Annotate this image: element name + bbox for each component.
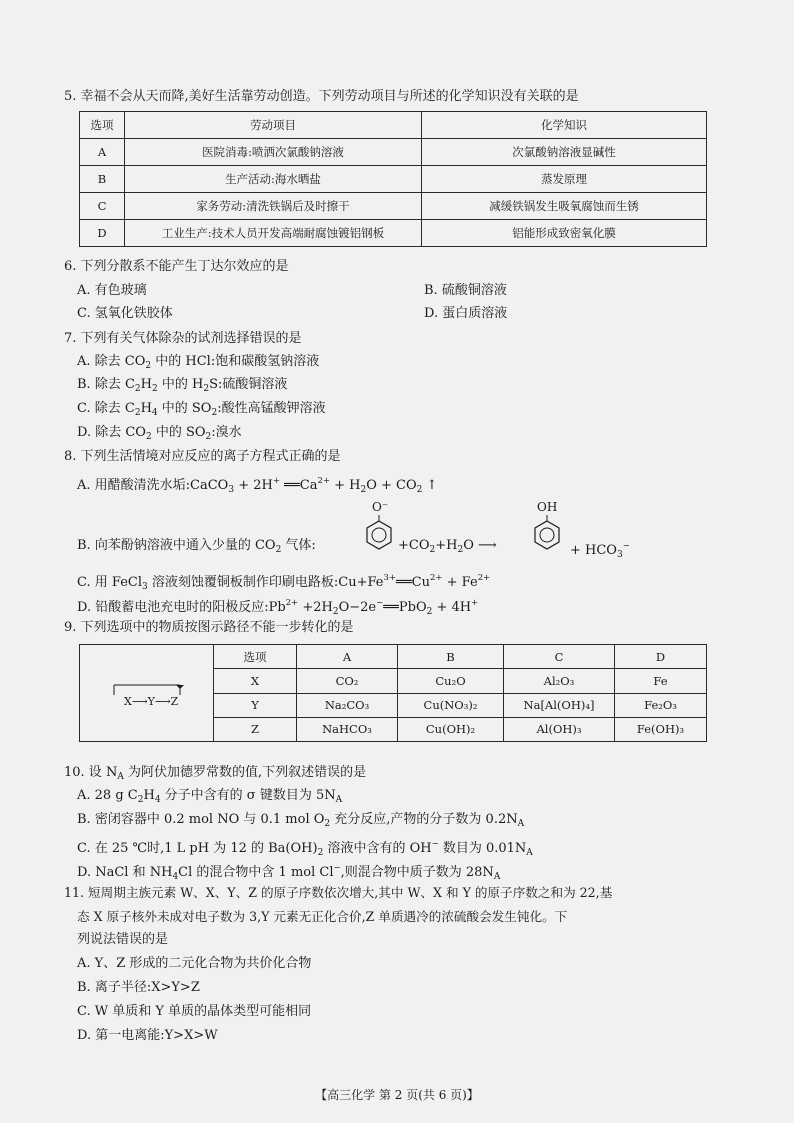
q8-option-d: D. 铅酸蓄电池充电时的阳极反应$:Pb^{2+}$ $+2H_2O-2e^-══PbO_2 + 4H^+$ bbox=[77, 598, 479, 617]
phenoxide-o-label: O⁻ bbox=[372, 500, 389, 514]
table-cell: Al₂O₃ bbox=[504, 669, 615, 693]
q6-option-d: D. 蛋白质溶液 bbox=[424, 306, 508, 321]
page-footer: 【高三化学 第 2 页(共 6 页)】 bbox=[315, 1088, 479, 1102]
table-cell: Al(OH)₃ bbox=[504, 717, 615, 741]
table-cell: 医院消毒:喷洒次氯酸钠溶液 bbox=[125, 139, 422, 166]
table-header-a: A bbox=[297, 645, 398, 669]
table-cell: A bbox=[80, 139, 125, 166]
table-header-option: 选项 bbox=[80, 112, 125, 139]
table-row bbox=[80, 220, 707, 247]
q5-table bbox=[79, 111, 707, 247]
q7-option-c: C. 除去 $C_2H_4$ 中的 $SO_2$:酸性高锰酸钾溶液 bbox=[77, 401, 326, 418]
table-cell: D bbox=[80, 220, 125, 247]
q11-option-a: A. Y、Z 形成的二元化合物为共价化合物 bbox=[77, 956, 312, 971]
q10-option-c: C. 在 25 ℃时,1 L pH 为 12 的 $Ba(OH)_2$ 溶液中含有的 OH− 数目为 $0.01N_A$ bbox=[77, 839, 533, 858]
table-row bbox=[80, 112, 707, 139]
q7-option-a: A. 除去 $CO_2$ 中的 HCl:饱和碳酸氢钠溶液 bbox=[77, 354, 320, 371]
q7-option-d: D. 除去 $CO_2$ 中的 $SO_2$:溴水 bbox=[77, 425, 242, 442]
table-cell: Na₂CO₃ bbox=[297, 693, 398, 717]
table-cell: Na[Al(OH)₄] bbox=[504, 693, 615, 717]
table-cell: 减缓铁锅发生吸氧腐蚀而生锈 bbox=[422, 193, 707, 220]
table-cell: 生产活动:海水晒盐 bbox=[125, 166, 422, 193]
q8-option-a: A. 用醋酸清洗水垢:CaCO$_3$ + 2H+ $══Ca^{2+} + H_2O + CO_2$ ↑ bbox=[77, 476, 438, 495]
q8-option-b-end: + $HCO_3^-$ bbox=[570, 541, 630, 560]
table-header-d: D bbox=[615, 645, 707, 669]
table-cell: Fe₂O₃ bbox=[615, 693, 707, 717]
q8-option-c: C. 用 FeCl$_3$ 溶液刻蚀覆铜板制作印刷电路板$:Cu+Fe^{3+}══Cu^{2+} + Fe^{2+}$ bbox=[77, 573, 491, 592]
q6-option-a: A. 有色玻璃 bbox=[77, 283, 147, 298]
table-cell: Y bbox=[214, 693, 297, 717]
table-cell: 工业生产:技术人员开发高端耐腐蚀镀铝钢板 bbox=[125, 220, 422, 247]
table-header-b: B bbox=[398, 645, 504, 669]
q11-option-d: D. 第一电离能:Y>X>W bbox=[77, 1028, 218, 1043]
table-cell: 蒸发原理 bbox=[422, 166, 707, 193]
table-cell: Z bbox=[214, 717, 297, 741]
table-cell: X bbox=[214, 669, 297, 693]
table-header-labor: 劳动项目 bbox=[125, 112, 422, 139]
conversion-diagram-cell bbox=[80, 645, 214, 742]
q11-option-b: B. 离子半径:X>Y>Z bbox=[77, 980, 200, 995]
q8-option-b-middle: $+CO_2+H_2O$ ⟶ bbox=[398, 538, 497, 555]
q5-stem: 5. 幸福不会从天而降,美好生活靠劳动创造。下列劳动项目与所述的化学知识没有关联的是 bbox=[64, 89, 579, 104]
phenol-oh-label: OH bbox=[537, 500, 558, 514]
q8-option-b-lead: B. 向苯酚钠溶液中通入少量的 $CO_2$ 气体: bbox=[77, 538, 316, 555]
phenol-ring-icon bbox=[532, 515, 562, 553]
q10-stem: 10. 设 $N_A$ 为阿伏加德罗常数的值,下列叙述错误的是 bbox=[64, 765, 367, 782]
q10-option-a: A. 28 g $C_2H_4$ 分子中含有的 σ 键数目为 $5N_A$ bbox=[77, 788, 343, 805]
q9-stem: 9. 下列选项中的物质按图示路径不能一步转化的是 bbox=[64, 620, 354, 635]
q7-option-b: B. 除去 $C_2H_2$ 中的 $H_2S$:硫酸铜溶液 bbox=[77, 377, 288, 394]
table-row bbox=[80, 193, 707, 220]
q11-stem-line-1: 11. 短周期主族元素 W、X、Y、Z 的原子序数依次增大,其中 W、X 和 Y 的原子序数之和为 22,基 bbox=[64, 885, 613, 900]
q9-table bbox=[79, 644, 707, 742]
table-cell: CO₂ bbox=[297, 669, 398, 693]
table-row bbox=[80, 166, 707, 193]
phenoxide-ring-icon bbox=[364, 515, 394, 553]
q6-option-b: B. 硫酸铜溶液 bbox=[424, 283, 507, 298]
q11-option-c: C. W 单质和 Y 单质的晶体类型可能相同 bbox=[77, 1004, 312, 1019]
table-cell: NaHCO₃ bbox=[297, 717, 398, 741]
q7-stem: 7. 下列有关气体除杂的试剂选择错误的是 bbox=[64, 331, 302, 346]
conversion-arrow-icon bbox=[80, 645, 210, 741]
table-cell: Fe bbox=[615, 669, 707, 693]
q6-stem: 6. 下列分散系不能产生丁达尔效应的是 bbox=[64, 259, 289, 274]
table-cell: Cu(OH)₂ bbox=[398, 717, 504, 741]
q10-option-b: B. 密闭容器中 0.2 mol NO 与 0.1 mol $O_2$ 充分反应,产物的分子数为 $0.2N_A$ bbox=[77, 812, 525, 829]
table-cell: 次氯酸钠溶液显碱性 bbox=[422, 139, 707, 166]
table-header-knowledge: 化学知识 bbox=[422, 112, 707, 139]
table-cell: Cu₂O bbox=[398, 669, 504, 693]
q8-stem: 8. 下列生活情境对应反应的离子方程式正确的是 bbox=[64, 449, 341, 464]
table-row bbox=[80, 645, 707, 669]
table-cell: 铝能形成致密氧化膜 bbox=[422, 220, 707, 247]
q11-stem-line-2: 态 X 原子核外未成对电子数为 3,Y 元素无正化合价,Z 单质遇冷的浓硫酸会发生钝化。下 bbox=[77, 909, 568, 924]
table-cell: C bbox=[80, 193, 125, 220]
q10-option-d: D. NaCl 和 $NH_4Cl$ 的混合物中含 1 mol Cl−,则混合物中质子数为 $28N_A$ bbox=[77, 863, 501, 882]
table-cell: 家务劳动:清洗铁锅后及时擦干 bbox=[125, 193, 422, 220]
q11-stem-line-3: 列说法错误的是 bbox=[77, 932, 169, 947]
table-header-option: 选项 bbox=[214, 645, 297, 669]
table-cell: Cu(NO₃)₂ bbox=[398, 693, 504, 717]
table-header-c: C bbox=[504, 645, 615, 669]
table-cell: B bbox=[80, 166, 125, 193]
table-row bbox=[80, 139, 707, 166]
q6-option-c: C. 氢氧化铁胶体 bbox=[77, 306, 173, 321]
table-cell: Fe(OH)₃ bbox=[615, 717, 707, 741]
diagram-label: X⟶Y⟶Z bbox=[124, 695, 179, 708]
